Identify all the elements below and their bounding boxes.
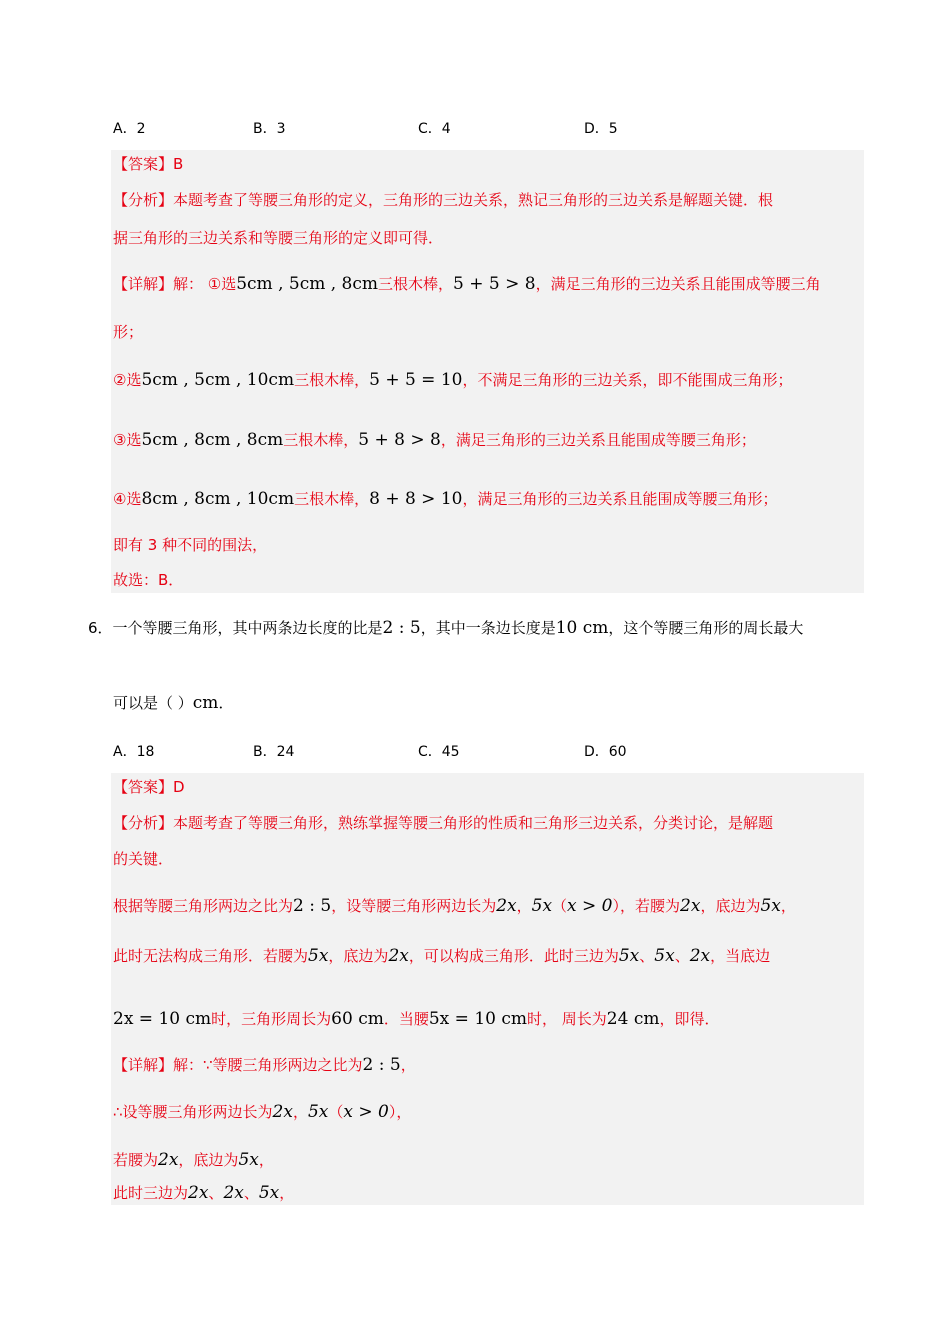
- q5-detail-line1: 【详解】解： ①选5cm , 5cm , 8cm三根木棒，5 + 5 > 8，满足三角形的三边关系且能围成等腰三角: [113, 274, 821, 294]
- q6-solution-box: [111, 773, 864, 1205]
- q6-options: [113, 741, 873, 763]
- q6-analysis-para3: 2x = 10 cm时，三角形周长为60 cm．当腰5x = 10 cm时， 周长为24 cm，即得．: [113, 1009, 720, 1029]
- q5-option-c[interactable]: C．4: [418, 121, 451, 137]
- q6-answer: 【答案】D: [113, 778, 185, 796]
- q5-detail-line1-cont: 形；: [113, 323, 144, 341]
- q6-option-a[interactable]: A．18: [113, 744, 155, 760]
- q6-stem-line2: 可以是（ ）cm．: [113, 693, 234, 713]
- q6-detail-line2: ∴设等腰三角形两边长为2x，5x（x > 0），: [113, 1102, 412, 1122]
- q6-detail-line4: 此时三边为2x、2x、5x，: [113, 1183, 295, 1203]
- q5-option-a[interactable]: A．2: [113, 121, 146, 137]
- q5-analysis-line1: 【分析】本题考查了等腰三角形的定义，三角形的三边关系，熟记三角形的三边关系是解题关键．根: [113, 191, 774, 209]
- q5-option-line3: ③选5cm , 8cm , 8cm三根木棒，5 + 8 > 8，满足三角形的三边关系且能围成等腰三角形；: [113, 430, 756, 450]
- q6-analysis-para2: 此时无法构成三角形．若腰为5x，底边为2x，可以构成三角形．此时三边为5x、5x、2x，当底边: [113, 946, 771, 966]
- q6-stem-line1: 6．一个等腰三角形，其中两条边长度的比是2 : 5，其中一条边长度是10 cm，这个等腰三角形的周长最大: [88, 618, 804, 638]
- q5-options: [113, 118, 873, 140]
- q6-analysis-line1: 【分析】本题考查了等腰三角形，熟练掌握等腰三角形的性质和三角形三边关系，分类讨论，是解题: [113, 814, 774, 832]
- q6-option-d[interactable]: D．60: [584, 744, 627, 760]
- q6-option-b[interactable]: B．24: [253, 744, 295, 760]
- q5-option-line2: ②选5cm , 5cm , 10cm三根木棒，5 + 5 = 10，不满足三角形的三边关系，即不能围成三角形；: [113, 370, 793, 390]
- q5-analysis-line2: 据三角形的三边关系和等腰三角形的定义即可得．: [113, 229, 444, 247]
- q5-solution-box: [111, 150, 864, 593]
- q6-detail-line3: 若腰为2x，底边为5x，: [113, 1150, 274, 1170]
- q6-analysis-line2: 的关键．: [113, 850, 174, 868]
- q5-option-line4: ④选8cm , 8cm , 10cm三根木棒，8 + 8 > 10，满足三角形的三边关系且能围成等腰三角形；: [113, 489, 778, 509]
- q6-detail-line1: 【详解】解：∵等腰三角形两边之比为2 : 5，: [113, 1055, 416, 1075]
- q5-option-d[interactable]: D．5: [584, 121, 618, 137]
- q5-option-b[interactable]: B．3: [253, 121, 286, 137]
- q6-option-c[interactable]: C．45: [418, 744, 460, 760]
- q5-answer: 【答案】B: [113, 155, 184, 173]
- q5-summary: 即有 3 种不同的围法，: [113, 536, 268, 554]
- q6-analysis-para1: 根据等腰三角形两边之比为2 : 5，设等腰三角形两边长为2x，5x（x > 0），若腰为2x，底边为5x，: [113, 896, 796, 916]
- q5-choose: 故选：B．: [113, 571, 184, 589]
